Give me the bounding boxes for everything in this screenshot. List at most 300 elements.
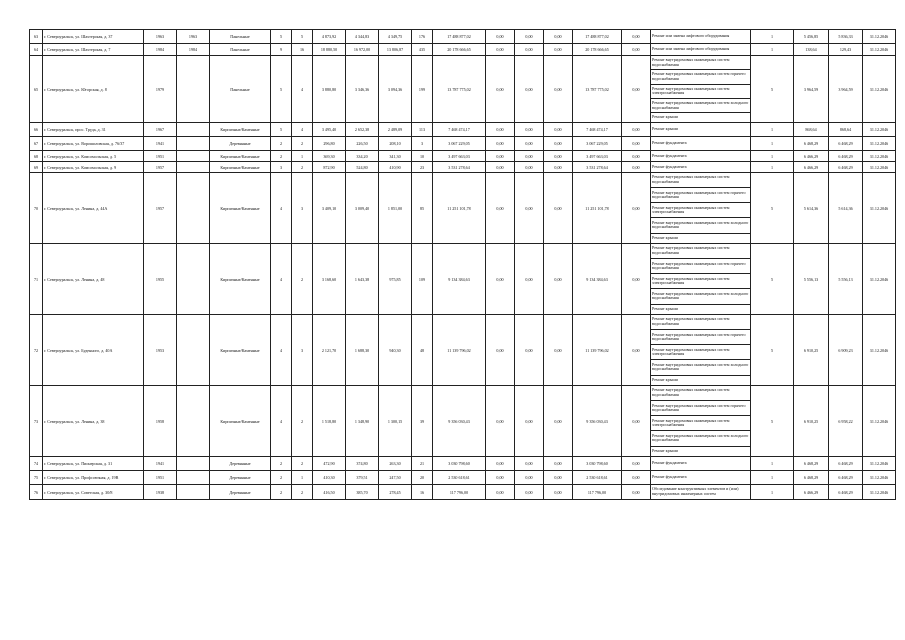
cell-y1: 1957 bbox=[144, 173, 177, 244]
cell-wall: Кирпичные/Каменные bbox=[210, 315, 271, 386]
cell-wall: Кирпичные/Каменные bbox=[210, 151, 271, 162]
cell-addr: г. Североуральск, ул. Пионерская, д. 31 bbox=[43, 457, 144, 471]
cell-cost: 3 067 229,05 bbox=[433, 137, 486, 151]
cell-ent: 3 bbox=[292, 315, 313, 386]
cell-spec: 5 556,13 bbox=[794, 244, 829, 315]
cell-y1: 1984 bbox=[144, 44, 177, 56]
cell-lim: 5 556,13 bbox=[829, 244, 863, 315]
cell-unit: 1 bbox=[751, 471, 794, 485]
works-list bbox=[651, 56, 750, 122]
works-list bbox=[651, 471, 750, 484]
cell-y2 bbox=[177, 123, 210, 137]
cell-wall: Кирпичные/Каменные bbox=[210, 173, 271, 244]
works-list bbox=[651, 173, 750, 243]
cell-lim: 6 468,29 bbox=[829, 162, 863, 173]
cell-a2: 16 972,00 bbox=[346, 44, 379, 56]
cell-a2: 4 344,83 bbox=[346, 30, 379, 44]
cell-f1: 0,00 bbox=[486, 471, 515, 485]
cell-wall: Панельные bbox=[210, 44, 271, 56]
cell-floors: 3 bbox=[271, 162, 292, 173]
cell-end: 31.12.2046 bbox=[863, 56, 896, 123]
cell-cost: 3 497 663,03 bbox=[433, 151, 486, 162]
cell-f2: 0,00 bbox=[515, 30, 544, 44]
cell-floors: 4 bbox=[271, 244, 292, 315]
cell-y2: 1963 bbox=[177, 30, 210, 44]
cell-end: 31.12.2046 bbox=[863, 151, 896, 162]
cell-num: 66 bbox=[30, 123, 43, 137]
cell-a3: 940,30 bbox=[379, 315, 412, 386]
cell-own: 20 178 666,65 bbox=[573, 44, 622, 56]
cell-own: 117 796,00 bbox=[573, 485, 622, 500]
cell-ent: 2 bbox=[292, 137, 313, 151]
cell-a2: 1 688,30 bbox=[346, 315, 379, 386]
cell-a1: 472,90 bbox=[313, 457, 346, 471]
work-item: Ремонт внутридомовых инженерных систем холодного водоснабжения bbox=[651, 218, 750, 233]
cell-spec: 138,64 bbox=[794, 44, 829, 56]
cell-works bbox=[651, 244, 751, 315]
cell-f1: 0,00 bbox=[486, 173, 515, 244]
cell-wall: Кирпичные/Каменные bbox=[210, 123, 271, 137]
cell-floors: 2 bbox=[271, 137, 292, 151]
cell-a3: 341,30 bbox=[379, 151, 412, 162]
cell-wall: Кирпичные/Каменные bbox=[210, 162, 271, 173]
table-row bbox=[30, 137, 896, 151]
cell-f1: 0,00 bbox=[486, 162, 515, 173]
cell-ent: 2 bbox=[292, 162, 313, 173]
cell-floors: 4 bbox=[271, 386, 292, 457]
cell-works bbox=[651, 457, 751, 471]
cell-a2: 3 346,36 bbox=[346, 56, 379, 123]
cell-f2: 0,00 bbox=[515, 44, 544, 56]
cell-a2: 524,80 bbox=[346, 162, 379, 173]
cell-num: 75 bbox=[30, 471, 43, 485]
cell-num: 71 bbox=[30, 244, 43, 315]
cell-unit: 1 bbox=[751, 151, 794, 162]
cell-f4: 0,00 bbox=[622, 56, 651, 123]
cell-end: 31.12.2046 bbox=[863, 137, 896, 151]
cell-unit: 5 bbox=[751, 315, 794, 386]
cell-a3: 13 806,87 bbox=[379, 44, 412, 56]
cell-a3: 208,10 bbox=[379, 137, 412, 151]
cell-cost: 13 787 775,02 bbox=[433, 56, 486, 123]
cell-num: 67 bbox=[30, 137, 43, 151]
cell-end: 31.12.2046 bbox=[863, 485, 896, 500]
cell-lim: 6 468,29 bbox=[829, 471, 863, 485]
cell-floors: 5 bbox=[271, 123, 292, 137]
cell-unit: 1 bbox=[751, 485, 794, 500]
work-item: Ремонт крыши bbox=[652, 126, 678, 132]
cell-spec: 6 468,29 bbox=[794, 457, 829, 471]
work-item: Ремонт внутридомовых инженерных систем холодного водоснабжения bbox=[651, 360, 750, 375]
cell-num: 64 bbox=[30, 44, 43, 56]
cell-f3: 0,00 bbox=[544, 386, 573, 457]
cell-y2 bbox=[177, 56, 210, 123]
cell-num: 69 bbox=[30, 162, 43, 173]
works-list bbox=[651, 137, 750, 150]
cell-res: 20 bbox=[412, 471, 433, 485]
cell-floors: 2 bbox=[271, 471, 292, 485]
cell-y1: 1938 bbox=[144, 485, 177, 500]
cell-end: 31.12.2046 bbox=[863, 244, 896, 315]
cell-a2: 2 652,38 bbox=[346, 123, 379, 137]
cell-a2: 3 009,40 bbox=[346, 173, 379, 244]
cell-f1: 0,00 bbox=[486, 457, 515, 471]
table-row bbox=[30, 56, 896, 123]
cell-res: 39 bbox=[412, 386, 433, 457]
cell-a1: 3 409,10 bbox=[313, 173, 346, 244]
works-list bbox=[651, 162, 750, 172]
cell-a3: 1 300,15 bbox=[379, 386, 412, 457]
cell-lim: 5 836,33 bbox=[829, 30, 863, 44]
work-item: Ремонт крыши bbox=[652, 305, 678, 311]
cell-works bbox=[651, 44, 751, 56]
cell-cost: 11 139 796,02 bbox=[433, 315, 486, 386]
cell-f1: 0,00 bbox=[486, 137, 515, 151]
cell-own: 3 067 229,05 bbox=[573, 137, 622, 151]
cell-res: 21 bbox=[412, 457, 433, 471]
work-item: Ремонт или замена лифтового оборудования bbox=[652, 46, 730, 52]
cell-spec: 6 910,25 bbox=[794, 386, 829, 457]
cell-y2 bbox=[177, 162, 210, 173]
cell-own: 11 139 796,02 bbox=[573, 315, 622, 386]
cell-y2 bbox=[177, 485, 210, 500]
cell-a1: 296,80 bbox=[313, 137, 346, 151]
cell-f4: 0,00 bbox=[622, 315, 651, 386]
cell-num: 70 bbox=[30, 173, 43, 244]
cell-y1: 1951 bbox=[144, 151, 177, 162]
cell-a1: 3 168,60 bbox=[313, 244, 346, 315]
cell-addr: г. Североуральск, ул. Буденного, д. 40А bbox=[43, 315, 144, 386]
cell-f1: 0,00 bbox=[486, 56, 515, 123]
cell-f3: 0,00 bbox=[544, 244, 573, 315]
cell-works bbox=[651, 56, 751, 123]
cell-works bbox=[651, 123, 751, 137]
cell-spec: 6 466,29 bbox=[794, 162, 829, 173]
cell-cost: 3 531 278,64 bbox=[433, 162, 486, 173]
cell-res: 10 bbox=[412, 151, 433, 162]
cell-unit: 1 bbox=[751, 162, 794, 173]
cell-f1: 0,00 bbox=[486, 151, 515, 162]
cell-y1: 1979 bbox=[144, 56, 177, 123]
cell-lim: 6 909,23 bbox=[829, 315, 863, 386]
cell-works bbox=[651, 386, 751, 457]
cell-y1: 1953 bbox=[144, 315, 177, 386]
cell-res: 85 bbox=[412, 173, 433, 244]
cell-f3: 0,00 bbox=[544, 457, 573, 471]
cell-unit: 5 bbox=[751, 56, 794, 123]
cell-end: 31.12.2046 bbox=[863, 30, 896, 44]
cell-addr: г. Североуральск, ул. Комсомольская, д. 5 bbox=[43, 151, 144, 162]
work-item: Ремонт внутридомовых инженерных систем холодного водоснабжения bbox=[651, 99, 750, 113]
cell-y2 bbox=[177, 244, 210, 315]
cell-spec: 5 614,36 bbox=[794, 173, 829, 244]
cell-cost: 17 488 877,02 bbox=[433, 30, 486, 44]
cell-works bbox=[651, 471, 751, 485]
table-body bbox=[30, 30, 896, 500]
cell-lim: 6 958,22 bbox=[829, 386, 863, 457]
cell-y1: 1963 bbox=[144, 30, 177, 44]
work-item: Ремонт фундамента bbox=[652, 460, 687, 466]
cell-ent: 2 bbox=[292, 386, 313, 457]
cell-cost: 2 530 618,61 bbox=[433, 471, 486, 485]
cell-own: 3 531 278,64 bbox=[573, 162, 622, 173]
cell-num: 74 bbox=[30, 457, 43, 471]
table-row bbox=[30, 123, 896, 137]
works-list bbox=[651, 244, 750, 314]
table-row bbox=[30, 386, 896, 457]
cell-cost: 117 796,00 bbox=[433, 485, 486, 500]
works-list bbox=[651, 315, 750, 385]
work-item: Ремонт внутридомовых инженерных систем электроснабжения bbox=[651, 85, 750, 99]
cell-spec: 6 910,25 bbox=[794, 315, 829, 386]
cell-f1: 0,00 bbox=[486, 485, 515, 500]
cell-y1: 1958 bbox=[144, 386, 177, 457]
cell-spec: 3 964,59 bbox=[794, 56, 829, 123]
cell-wall: Кирпичные/Каменные bbox=[210, 244, 271, 315]
cell-lim: 129,43 bbox=[829, 44, 863, 56]
cell-ent: 2 bbox=[292, 244, 313, 315]
cell-y2 bbox=[177, 173, 210, 244]
cell-a3: 2 489,09 bbox=[379, 123, 412, 137]
cell-wall: Деревянные bbox=[210, 485, 271, 500]
works-list bbox=[651, 30, 750, 43]
cell-f4: 0,00 bbox=[622, 386, 651, 457]
cell-a3: 247,50 bbox=[379, 471, 412, 485]
cell-res: 113 bbox=[412, 123, 433, 137]
cell-f3: 0,00 bbox=[544, 471, 573, 485]
cell-wall: Панельные bbox=[210, 30, 271, 44]
cell-lim: 6 468,29 bbox=[829, 137, 863, 151]
cell-end: 31.12.2046 bbox=[863, 173, 896, 244]
cell-end: 31.12.2046 bbox=[863, 457, 896, 471]
work-item: Ремонт внутридомовых инженерных систем горячего водоснабжения bbox=[651, 401, 750, 416]
table-row bbox=[30, 471, 896, 485]
cell-res: 16 bbox=[412, 485, 433, 500]
cell-wall: Деревянные bbox=[210, 137, 271, 151]
cell-a2: 1 643,38 bbox=[346, 244, 379, 315]
cell-f2: 0,00 bbox=[515, 173, 544, 244]
cell-f2: 0,00 bbox=[515, 244, 544, 315]
cell-works bbox=[651, 30, 751, 44]
cell-f1: 0,00 bbox=[486, 315, 515, 386]
cell-y2 bbox=[177, 471, 210, 485]
cell-addr: г. Североуральск, ул. Шахтерская, д. 7 bbox=[43, 44, 144, 56]
cell-unit: 1 bbox=[751, 44, 794, 56]
cell-ent: 4 bbox=[292, 56, 313, 123]
cell-addr: г. Североуральск, ул. Ленина, д. 44А bbox=[43, 173, 144, 244]
cell-unit: 5 bbox=[751, 244, 794, 315]
work-item: Ремонт внутридомовых инженерных систем электроснабжения bbox=[651, 416, 750, 431]
table-row bbox=[30, 151, 896, 162]
cell-addr: г. Североуральск, ул. Комсомольская, д. 9 bbox=[43, 162, 144, 173]
cell-spec: 5 456,85 bbox=[794, 30, 829, 44]
works-list bbox=[651, 457, 750, 470]
cell-f4: 0,00 bbox=[622, 485, 651, 500]
cell-floors: 2 bbox=[271, 457, 292, 471]
cell-y2 bbox=[177, 151, 210, 162]
cell-f1: 0,00 bbox=[486, 44, 515, 56]
cell-res: 176 bbox=[412, 30, 433, 44]
cell-floors: 2 bbox=[271, 151, 292, 162]
cell-f2: 0,00 bbox=[515, 162, 544, 173]
cell-end: 31.12.2046 bbox=[863, 123, 896, 137]
cell-spec: 6 466,29 bbox=[794, 151, 829, 162]
cell-f4: 0,00 bbox=[622, 123, 651, 137]
cell-ent: 16 bbox=[292, 44, 313, 56]
cell-unit: 1 bbox=[751, 457, 794, 471]
cell-f4: 0,00 bbox=[622, 457, 651, 471]
cell-ent: 5 bbox=[292, 30, 313, 44]
document-page bbox=[29, 29, 889, 500]
cell-ent: 4 bbox=[292, 123, 313, 137]
cell-ent: 2 bbox=[292, 457, 313, 471]
cell-a1: 1 518,80 bbox=[313, 386, 346, 457]
cell-end: 31.12.2046 bbox=[863, 471, 896, 485]
work-item: Ремонт или замена лифтового оборудования bbox=[652, 33, 730, 39]
works-list bbox=[651, 123, 750, 136]
cell-y2 bbox=[177, 137, 210, 151]
cell-works bbox=[651, 151, 751, 162]
cell-f3: 0,00 bbox=[544, 30, 573, 44]
cell-a3: 4 349,75 bbox=[379, 30, 412, 44]
cell-a1: 18 880,50 bbox=[313, 44, 346, 56]
cell-cost: 20 178 666,65 bbox=[433, 44, 486, 56]
cell-unit: 5 bbox=[751, 173, 794, 244]
cell-a2: 1 348,90 bbox=[346, 386, 379, 457]
cell-lim: 868,64 bbox=[829, 123, 863, 137]
cell-spec: 6 466,29 bbox=[794, 485, 829, 500]
cell-own: 9 134 384,63 bbox=[573, 244, 622, 315]
cell-res: 435 bbox=[412, 44, 433, 56]
cell-floors: 5 bbox=[271, 56, 292, 123]
cell-a3: 975,85 bbox=[379, 244, 412, 315]
table-row bbox=[30, 173, 896, 244]
table-row bbox=[30, 162, 896, 173]
cell-addr: г. Североуральск, ул. Югорская, д. 8 bbox=[43, 56, 144, 123]
cell-a2: 334,20 bbox=[346, 151, 379, 162]
cell-unit: 1 bbox=[751, 30, 794, 44]
cell-own: 3 030 798,60 bbox=[573, 457, 622, 471]
table-row bbox=[30, 485, 896, 500]
cell-end: 31.12.2046 bbox=[863, 386, 896, 457]
cell-f2: 0,00 bbox=[515, 485, 544, 500]
work-item: Ремонт внутридомовых инженерных систем холодного водоснабжения bbox=[651, 289, 750, 304]
cell-cost: 7 468 474,17 bbox=[433, 123, 486, 137]
cell-addr: г. Североуральск, ул. Ленина, д. 38 bbox=[43, 386, 144, 457]
cell-a1: 2 121,70 bbox=[313, 315, 346, 386]
cell-floors: 4 bbox=[271, 315, 292, 386]
cell-addr: г. Североуральск, ул. Профсоюзная, д. 19В bbox=[43, 471, 144, 485]
cell-wall: Деревянные bbox=[210, 471, 271, 485]
work-item: Ремонт внутридомовых инженерных систем электроснабжения bbox=[651, 274, 750, 289]
table-row bbox=[30, 44, 896, 56]
cell-wall: Кирпичные/Каменные bbox=[210, 386, 271, 457]
cell-res: 3 bbox=[412, 137, 433, 151]
cell-a1: 3 880,80 bbox=[313, 56, 346, 123]
cell-f2: 0,00 bbox=[515, 137, 544, 151]
cell-num: 72 bbox=[30, 315, 43, 386]
cell-cost: 3 030 798,60 bbox=[433, 457, 486, 471]
cell-res: 48 bbox=[412, 315, 433, 386]
cell-f3: 0,00 bbox=[544, 173, 573, 244]
cell-a2: 379,51 bbox=[346, 471, 379, 485]
cell-f4: 0,00 bbox=[622, 151, 651, 162]
work-item: Ремонт фундамента bbox=[652, 163, 687, 169]
cell-spec: 6 468,29 bbox=[794, 137, 829, 151]
cell-a3: 278,45 bbox=[379, 485, 412, 500]
cell-a3: 1 851,00 bbox=[379, 173, 412, 244]
cell-y1: 1967 bbox=[144, 123, 177, 137]
work-item: Ремонт внутридомовых инженерных систем горячего водоснабжения bbox=[651, 70, 750, 84]
table-row bbox=[30, 457, 896, 471]
cell-a1: 410,30 bbox=[313, 471, 346, 485]
work-item: Ремонт внутридомовых инженерных систем горячего водоснабжения bbox=[651, 259, 750, 274]
work-item: Ремонт внутридомовых инженерных систем горячего водоснабжения bbox=[651, 188, 750, 203]
work-item: Ремонт крыши bbox=[652, 234, 678, 240]
cell-own: 9 356 030,43 bbox=[573, 386, 622, 457]
cell-works bbox=[651, 137, 751, 151]
cell-a1: 369,30 bbox=[313, 151, 346, 162]
cell-a2: 226,50 bbox=[346, 137, 379, 151]
cell-own: 3 497 663,03 bbox=[573, 151, 622, 162]
table-row bbox=[30, 244, 896, 315]
work-item: Ремонт фундамента bbox=[652, 140, 687, 146]
cell-ent: 1 bbox=[292, 471, 313, 485]
cell-f3: 0,00 bbox=[544, 485, 573, 500]
cell-own: 13 787 775,02 bbox=[573, 56, 622, 123]
cell-a3: 410,90 bbox=[379, 162, 412, 173]
cell-spec: 868,64 bbox=[794, 123, 829, 137]
cell-addr: г. Североуральск, ул. Советская, д. 30/8 bbox=[43, 485, 144, 500]
cell-y2: 1984 bbox=[177, 44, 210, 56]
cell-a3: 263,30 bbox=[379, 457, 412, 471]
cell-ent: 1 bbox=[292, 151, 313, 162]
cell-unit: 1 bbox=[751, 123, 794, 137]
cell-res: 23 bbox=[412, 162, 433, 173]
works-list bbox=[651, 386, 750, 456]
cell-cost: 9 356 030,43 bbox=[433, 386, 486, 457]
cell-cost: 11 251 101,78 bbox=[433, 173, 486, 244]
work-item: Ремонт фундамента bbox=[652, 474, 687, 480]
work-item: Ремонт внутридомовых инженерных систем водоснабжения bbox=[651, 244, 750, 259]
cell-floors: 9 bbox=[271, 44, 292, 56]
cell-y1: 1957 bbox=[144, 162, 177, 173]
cell-num: 63 bbox=[30, 30, 43, 44]
cell-lim: 6 468,29 bbox=[829, 485, 863, 500]
work-item: Ремонт внутридомовых инженерных систем водоснабжения bbox=[651, 386, 750, 401]
cell-own: 2 530 618,61 bbox=[573, 471, 622, 485]
works-list bbox=[651, 485, 750, 499]
cell-f3: 0,00 bbox=[544, 44, 573, 56]
cell-lim: 3 964,59 bbox=[829, 56, 863, 123]
cell-addr: г. Североуральск, ул. Ворошиловская, д. 76/37 bbox=[43, 137, 144, 151]
work-item: Ремонт фундамента bbox=[652, 152, 687, 158]
work-item: Ремонт внутридомовых инженерных систем водоснабжения bbox=[651, 315, 750, 330]
cell-f2: 0,00 bbox=[515, 386, 544, 457]
cell-res: 109 bbox=[412, 244, 433, 315]
cell-f3: 0,00 bbox=[544, 162, 573, 173]
work-item: Ремонт внутридомовых инженерных систем водоснабжения bbox=[651, 173, 750, 188]
cell-a2: 385,70 bbox=[346, 485, 379, 500]
cell-addr: г. Североуральск, прос. Труда, д. 31 bbox=[43, 123, 144, 137]
work-item: Ремонт крыши bbox=[652, 447, 678, 453]
cell-floors: 5 bbox=[271, 30, 292, 44]
cell-a1: 872,90 bbox=[313, 162, 346, 173]
cell-f3: 0,00 bbox=[544, 123, 573, 137]
cell-floors: 2 bbox=[271, 485, 292, 500]
cell-works bbox=[651, 485, 751, 500]
cell-own: 11 251 101,78 bbox=[573, 173, 622, 244]
